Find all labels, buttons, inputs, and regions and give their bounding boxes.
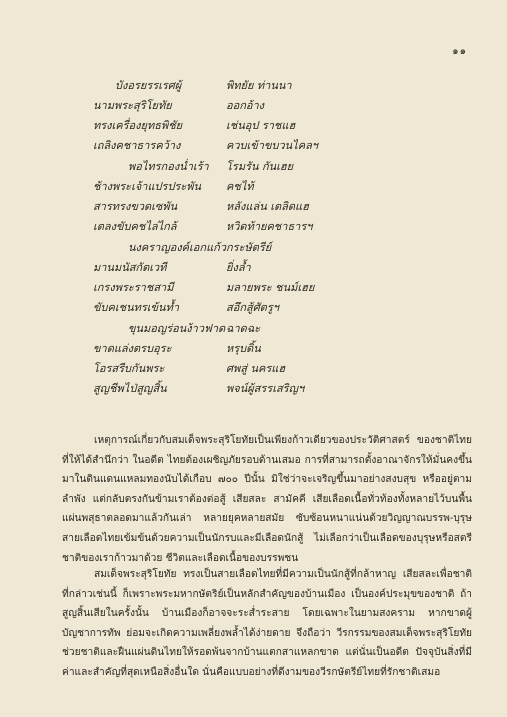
poem-line-13-left: ขุนมอญร่อนง้าวฟาด <box>128 322 226 335</box>
poem-line-3-left: ทรงเครื่องยุทธพิชัย <box>93 119 183 132</box>
poem-line-1-right: พิทยัย ท่านนา <box>226 79 292 92</box>
poem-line-15-right: ศพสู่ นครแฮ <box>226 362 286 375</box>
poem-line-7-left: สารทรงขวดเซพัน <box>93 200 178 213</box>
poem-line-1-left: บังอรยรรเรศผู้ <box>115 79 182 92</box>
poem-line-10-right: ยิ่งล้ำ <box>226 261 251 274</box>
poem-line-6-right: คชไท้ <box>226 180 254 193</box>
poem-line-12-left: ขับคเชนทรเข้นท้ำ <box>93 301 179 314</box>
paragraph-2: สมเด็จพระสุริโยทัย ทรงเป็นสายเลือดไทยที่มีความเป็นนักสู้ที่กล้าหาญ เสียสละเพื่อชาติ ที่กล่าวเช่นนี้ ก็เพราะพระมหากษัตริย์เป็นหลักสำคัญของบ้านเมือง เป็นองค์ประมุขของชาติ ถ้าสูญสิ้นเสียในครั้งนั้น บ้านเมืองก็อาจจะระส่ำระสาย โดยเฉพาะในยามสงคราม หากขาดผู้บัญชาการทัพ ย่อมจะเกิดความเพลี่ยงพล้ำได้ง่ายดาย จึงถือว่า วีรกรรมของสมเด็จพระสุริโยทัยช่วยชาติและฝืนแผ่นดินไทยให้รอดพ้นจากบ้านแตกสาแหลกขาด แต่นั่นเป็นอดีต ปัจจุบันสิ่งที่มีค่าและสำคัญที่สุดเหนือสิ่งอื่นใด นั่นคือแบบอย่างที่ดีงามของวีรกษัตรีย์ไทยที่รักชาติเสมอ <box>62 569 472 678</box>
page-number: ๑๑ <box>452 46 467 57</box>
poem-line-11-left: เกรงพระราชสามี <box>93 281 174 294</box>
poem-line-11-right: มลายพระ ชนม์เฮย <box>226 281 315 294</box>
poem-line-14-left: ขาดแล่งตรบอุระ <box>93 342 172 355</box>
poem-line-13-right: ฉาดฉะ <box>226 322 261 335</box>
poem-line-8-left: เตลงขับคชไล่ไกล้ <box>93 220 177 233</box>
poem-line-12-right: สอึกสู้ศัตรูฯ <box>226 301 279 314</box>
poem-line-5-right: โรมรัน กันเฮย <box>226 160 294 173</box>
poem-line-7-right: หลังแล่น เตลิดแฮ <box>226 200 309 213</box>
poem-line-16-right: พจน์ผู้สรรเสริญฯ <box>226 382 305 395</box>
poem-line-2-right: ออกอ้าง <box>226 99 265 112</box>
paragraph-1: เหตุการณ์เกี่ยวกับสมเด็จพระสุริโยทัยเป็นเพียงก้าวเดียวของประวัติศาสตร์ ของชาติไทย ที่ให้ได้สำนึกว่า ในอดีต ไทยต้องเผชิญภัยรอบด้านเสมอ การที่สามารถตั้งอาณาจักรให้มั่นคงขึ้นมาในดินแดนแหลมทองนับได้เกือบ ๗๐๐ ปีนั้น มิใช่ว่าจะเจริญขึ้นมาอย่างสงบสุข หรืออยู่ตามลำพัง แต่กลับตรงกันข้ามเราต้องต่อสู้ เสียสละ สามัคคี เสียเลือดเนื้อทั่วท้องทั้งหลายไว้บนพื้นแผ่นพสุธาตลอดมาแล้วกันเล่า หลายยุคหลายสมัย ซับซ้อนหนาแน่นด้วยวิญญาณบรรพ-บุรุษ สายเลือดไทยเข้มข้นด้วยความเป็นนักรบและมีเลือดนักสู้ ไม่เลือกว่าเป็นเลือดของบุรุษหรือสตรี ชาติของเราก้าวมาด้วย ชีวิตและเลือดเนื้อของบรรพชน <box>62 435 472 564</box>
poem-line-10-left: มานมนัสกัตเวที <box>93 261 167 274</box>
poem-line-4-right: ควบเข้าขบวนไคลฯ <box>226 139 318 152</box>
poem-line-5-left: พอไทรกองน่ำเร้า <box>128 160 209 173</box>
poem-line-14-right: หรุบดิ้น <box>226 342 261 355</box>
poem-line-3-right: เช่นอุป ราชแฮ <box>226 119 296 132</box>
poem-line-2-left: นามพระสุริโยทัย <box>93 99 172 112</box>
poem-line-9-left: นงคราญองค์เอกแก้ว <box>128 241 226 254</box>
poem-line-16-left: สูญชีพไป่สูญสิ้น <box>93 382 167 395</box>
poem-line-4-left: เถลิงคชาธารคว้าง <box>93 139 181 152</box>
poem-line-15-left: โอรสรีบกันพระ <box>93 362 165 375</box>
poem-line-8-right: หวิดท้ายคชาธารฯ <box>226 220 313 233</box>
poem-line-6-left: ช้างพระเจ้าแปรประพัน <box>93 180 202 193</box>
poem-line-9-right: กระษัตรีย์ <box>226 241 272 254</box>
